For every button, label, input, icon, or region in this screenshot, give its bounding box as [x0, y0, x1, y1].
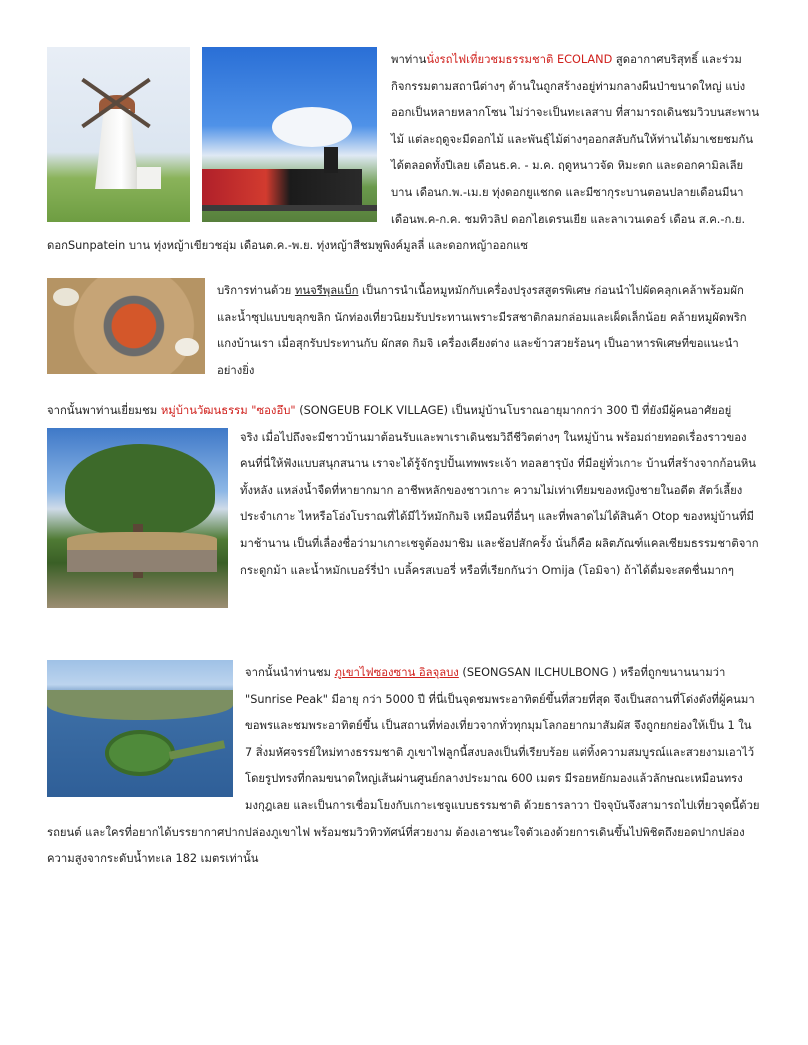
village-intro: จากนั้นพาท่านเยี่ยมชม	[47, 404, 161, 417]
food-intro: บริการท่านด้วย	[217, 284, 295, 297]
ecoland-highlight: นั่งรถไฟเที่ยวชมธรรมชาติ ECOLAND	[426, 53, 613, 66]
section-seongsan	[47, 660, 761, 873]
ecoland-intro: พาท่าน	[391, 53, 427, 66]
food-highlight: ทนจรีพุลแบ็ก	[294, 284, 359, 297]
section-folk-village	[47, 398, 761, 608]
seongsan-body: (SEONGSAN ILCHULBONG ) หรือที่ถูกขนานนามว่า "Sunrise Peak" มีอายุ กว่า 5000 ปี ที่นี่เป็นจุดชมพระอาทิตย์ขึ้นที่สวยที่สุด จึงเป็นสถานที่โด่งดังที่ผู้คนมาขอพรและชมพระอาทิตย์ขึ้น เป็นสถานที่ท่องเที่ยวจากทั่วทุกมุมโลกอยากมาสัมผัส จึงถูกยกย่องให้เป็น 1 ใน 7 สิ่งมหัศจรรย์ใหม่ทางธรรมชาติ ภูเขาไฟลูกนี้สงบลงเป็นที่เรียบร้อย แต่ทิ้งความสมบูรณ์และสวยงามเอาไว้ โดยรูปทรงที่กลมขนาดใหญ่เส้นผ่านศูนย์กลางประมาณ 600 เมตร มีรอยหยักมองแล้วลักษณะเหมือนทรงมงกุฎเลย และเป็นการเชื่อมโยงกับเกาะเชจูแบบธรรมชาติ ด้วยธารลาวา ปัจจุบันจึงสามารถไปเที่ยวจุดนี้ด้วยรถยนต์ และใครที่อยากได้บรรยากาศปากปล่องภูเขาไฟ พร้อมชมวิวทิวทัศน์ที่สวยงาม ต้องเอาชนะใจตัวเองด้วยการเดินขึ้นไปพิชิตถึงยอดปากปล่อง ความสูงจากระดับน้ำทะเล 182 เมตรเท่านั้น	[47, 666, 760, 866]
village-paragraph: จริง เมื่อไปถึงจะมีชาวบ้านมาต้อนรับและพาเราเดินชมวิถีชีวิตต่างๆ ในหมู่บ้าน พร้อมถ่ายทอดเรื่องราวของคนที่นี่ให้ฟังแบบสนุกสนาน เราจะได้รู้จักรูปปั้นเทพพระเจ้า ทอลฮารุบัง ที่มีอยู่ทั่วเกาะ บ้านที่สร้างจากก้อนหินทั้งหลัง แหล่งน้ำจืดที่หายากมาก อาชีพหลักของชาวเกาะ ความไม่เท่าเทียมของหญิงชายในอดีต สัตว์เลี้ยงประจำเกาะ ไหหรือโอ่งโบราณที่ได้มีไว้หมักกิมจิ เหมือนที่อื่นๆ และที่พลาดไม่ได้สินค้า Otop ของหมู่บ้านที่มีมาช้านาน เป็นที่เลื่องชื่อว่ามาเกาะเชจูต้องมาชิม และช้อปสักครั้ง นั่นก็คือ ผลิตภัณฑ์แคลเซียมธรรมชาติจากกระดูกม้า และน้ำหมักเบอร์รี่ป่า เบลิ้ครสเบอรี่ หรือที่เรียกกันว่า Omija (โอมิจา) ถ้าได้ดื่มจะสดชื่นมากๆ	[240, 430, 759, 577]
steam-train-photo	[202, 47, 377, 222]
village-lead: (SONGEUB FOLK VILLAGE) เป็นหมู่บ้านโบราณอายุมากกว่า 300 ปี ที่ยังมีผู้คนอาศัยอยู่	[295, 404, 732, 417]
food-body: เป็นการนำเนื้อหมูหมักกับเครื่องปรุงรสสูตรพิเศษ ก่อนนำไปผัดคลุกเคล้าพร้อมผักและน้ำซุปแบบขลุกขลิก นักท่องเที่ยวนิยมรับประทานเพราะมีรสชาติกลมกล่อมและเผ็ดเล็กน้อย คล้ายหมูผัดพริกแกงบ้านเรา เมื่อสุกรับประทานกับ ผักสด กิมจิ เครื่องเคียงต่าง และข้าวสวยร้อนๆ เป็นอาหารพิเศษที่ขอแนะนำอย่างยิ่ง	[217, 284, 747, 377]
seongsan-crater-photo	[47, 660, 233, 797]
section-ecoland	[47, 47, 761, 260]
seongsan-highlight: ภูเขาไฟซองซาน อิลจุลบง	[334, 666, 459, 679]
section-food	[47, 278, 761, 384]
village-lead-line	[47, 398, 761, 425]
pork-bulgogi-photo	[47, 278, 205, 374]
village-highlight: หมู่บ้านวัฒนธรรม "ซองอึบ"	[160, 404, 296, 417]
ecoland-body: สูดอากาศบริสุทธิ์ และร่วมกิจกรรมตามสถานีต่างๆ ด้านในถูกสร้างอยู่ท่ามกลางผืนป่าขนาดใหญ่ แบ่งออกเป็นหลายหลากโซน ไม่ว่าจะเป็นทะเลสาบ ที่สามารถเดินชมวิวบนสะพานไม้ แต่ละฤดูจะมีดอกไม้ และพันธุ์ไม้ต่างๆออกสลับกันให้ท่านได้มาเชยชมกันได้ตลอดทั้งปีเลย เดือนธ.ค. - ม.ค. ฤดูหนาวจัด หิมะตก และดอกคามิลเลียบาน เดือนก.พ.-เม.ย ทุ่งดอกยูแชกด และมีซากุระบานตอนปลายเดือนมีนา เดือนพ.ค-ก.ค. ชมทิวลิป ดอกไฮเดรนเยีย และลาเวนเดอร์ เดือน ส.ค.-ก.ย. ดอกSunpatein บาน ทุ่งหญ้าเขียวชอุ่ม เดือนต.ค.-พ.ย. ทุ่งหญ้าสีชมพูพิงค์มูลลี่ และดอกหญ้าออกแซ	[47, 53, 760, 253]
folk-village-photo	[47, 428, 228, 608]
windmill-photo	[47, 47, 190, 222]
seongsan-intro: จากนั้นนำท่านชม	[245, 666, 335, 679]
